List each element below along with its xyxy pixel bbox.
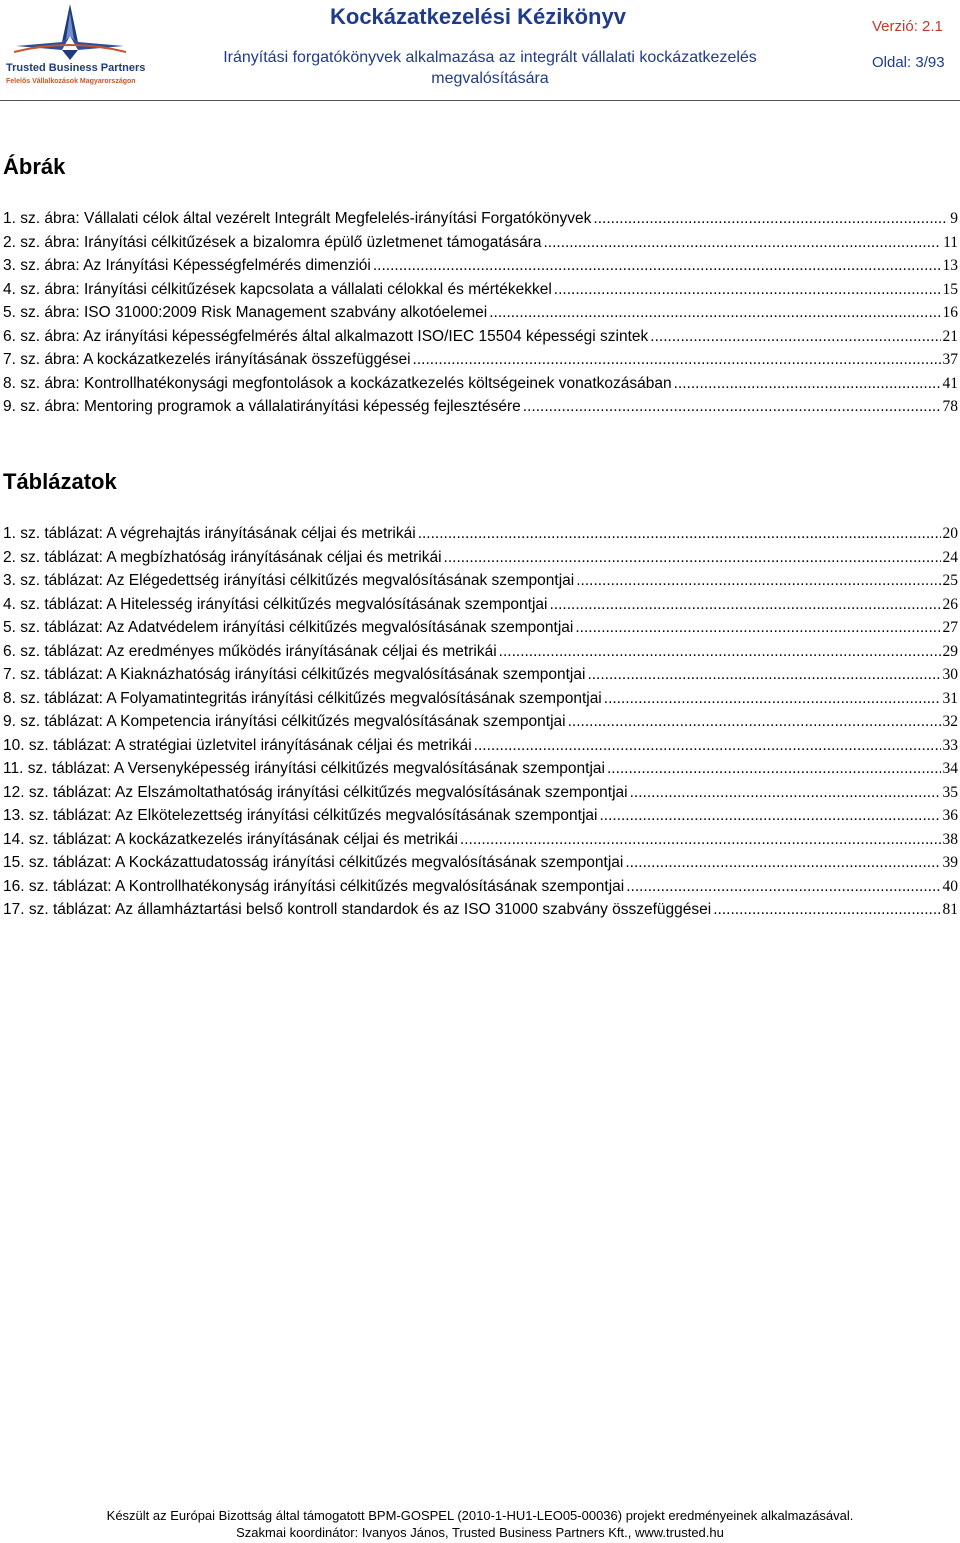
toc-leader-dots	[373, 254, 941, 278]
toc-leader-dots	[576, 569, 940, 593]
toc-entry[interactable]	[3, 640, 958, 664]
toc-entry-page: 39	[942, 854, 958, 871]
toc-entry-label: 14. sz. táblázat: A kockázatkezelés irányításának céljai és metrikái	[3, 830, 458, 848]
toc-leader-dots	[575, 616, 940, 640]
toc-entry-page: 27	[942, 619, 958, 636]
toc-entry-label: 4. sz. táblázat: A Hitelesség irányítási célkitűzés megvalósításának szempontjai	[3, 595, 548, 613]
toc-entry-page: 35	[942, 783, 958, 801]
toc-entry-label: 9. sz. ábra: Mentoring programok a vállalatirányítási képesség fejlesztésére	[3, 398, 521, 415]
toc-leader-dots	[713, 898, 940, 922]
figures-list	[3, 207, 958, 419]
footer-line-1: Készült az Európai Bizottság által támogatott BPM-GOSPEL (2010-1-HU1-LEO05-00036) projekt eredményeinek alkalmazásával.	[106, 1508, 854, 1523]
toc-entry[interactable]	[3, 875, 958, 899]
toc-entry[interactable]	[3, 522, 958, 546]
toc-entry-page: 21	[942, 327, 958, 345]
toc-entry-label: 8. sz. ábra: Kontrollhatékonysági megfontolások a kockázatkezelés költségeinek vonatkozásában	[3, 374, 672, 392]
toc-entry-page: 78	[942, 398, 958, 415]
toc-entry[interactable]	[3, 348, 958, 372]
toc-leader-dots	[568, 710, 941, 734]
toc-entry-label: 5. sz. táblázat: Az Adatvédelem irányítási célkitűzés megvalósításának szempontjai	[3, 619, 574, 636]
toc-entry[interactable]	[3, 569, 958, 593]
toc-entry-page: 16	[942, 304, 958, 321]
toc-entry[interactable]	[3, 207, 958, 231]
toc-entry-page: 37	[942, 351, 958, 368]
toc-entry-page: 33	[942, 736, 958, 754]
toc-leader-dots	[607, 757, 941, 781]
toc-entry-page: 36	[942, 807, 958, 824]
toc-leader-dots	[523, 395, 941, 419]
toc-leader-dots	[444, 546, 941, 570]
toc-entry[interactable]	[3, 898, 958, 922]
toc-entry-label: 15. sz. táblázat: A Kockázattudatosság irányítási célkitűzés megvalósításának szempontjai	[3, 854, 624, 871]
toc-entry[interactable]	[3, 734, 958, 758]
toc-entry[interactable]	[3, 254, 958, 278]
toc-leader-dots	[460, 828, 941, 852]
toc-leader-dots	[674, 372, 941, 396]
figures-heading: Ábrák	[3, 154, 66, 179]
document-title: Kockázatkezelési Kézikönyv	[330, 4, 626, 29]
toc-entry[interactable]	[3, 710, 958, 734]
toc-entry[interactable]	[3, 325, 958, 349]
toc-entry-label: 3. sz. táblázat: Az Elégedettség irányítási célkitűzés megvalósításának szempontjai	[3, 572, 575, 589]
toc-leader-dots	[418, 522, 941, 546]
toc-entry[interactable]	[3, 278, 958, 302]
page-number: Oldal: 3/93	[872, 54, 945, 71]
toc-entry-page: 31	[942, 689, 958, 707]
toc-entry-label: 6. sz. ábra: Az irányítási képességfelmérés által alkalmazott ISO/IEC 15504 képességi szintek	[3, 327, 649, 345]
toc-leader-dots	[543, 231, 941, 255]
toc-leader-dots	[499, 640, 941, 664]
toc-entry-label: 13. sz. táblázat: Az Elkötelezettség irányítási célkitűzés megvalósításának szempontjai	[3, 807, 598, 824]
header-divider	[0, 100, 960, 101]
toc-leader-dots	[599, 804, 940, 828]
toc-entry-label: 10. sz. táblázat: A stratégiai üzletvitel irányításának céljai és metrikái	[3, 736, 472, 754]
toc-entry-label: 7. sz. ábra: A kockázatkezelés irányításának összefüggései	[3, 351, 411, 368]
toc-entry-page: 9	[950, 210, 958, 227]
toc-entry-label: 12. sz. táblázat: Az Elszámoltathatóság irányítási célkitűzés megvalósításának szempontjai	[3, 783, 628, 801]
toc-leader-dots	[413, 348, 941, 372]
toc-entry-label: 6. sz. táblázat: Az eredményes működés irányításának céljai és metrikái	[3, 642, 497, 660]
toc-entry-page: 11	[943, 233, 958, 251]
toc-entry-label: 2. sz. táblázat: A megbízhatóság irányításának céljai és metrikái	[3, 548, 442, 566]
toc-entry[interactable]	[3, 301, 958, 325]
toc-leader-dots	[625, 851, 940, 875]
toc-entry[interactable]	[3, 593, 958, 617]
toc-leader-dots	[550, 593, 941, 617]
toc-entry-page: 40	[942, 877, 958, 895]
toc-entry-label: 5. sz. ábra: ISO 31000:2009 Risk Management szabvány alkotóelemei	[3, 304, 488, 321]
toc-entry[interactable]	[3, 395, 958, 419]
toc-entry-label: 1. sz. táblázat: A végrehajtás irányításának céljai és metrikái	[3, 525, 416, 542]
toc-entry[interactable]	[3, 546, 958, 570]
toc-entry-page: 34	[942, 760, 958, 777]
toc-entry-label: 9. sz. táblázat: A Kompetencia irányítási célkitűzés megvalósításának szempontjai	[3, 713, 566, 730]
logo-subtext: Felelős Vállalkozások Magyarországon	[6, 78, 136, 85]
toc-entry-label: 4. sz. ábra: Irányítási célkitűzések kapcsolata a vállalati célokkal és mértékekkel	[3, 280, 552, 298]
company-logo	[6, 2, 146, 96]
toc-entry-page: 13	[942, 257, 958, 274]
toc-entry-label: 1. sz. ábra: Vállalati célok által vezérelt Integrált Megfelelés-irányítási Forgatókönyvek	[3, 210, 592, 227]
toc-entry-page: 25	[942, 572, 958, 589]
toc-entry[interactable]	[3, 231, 958, 255]
toc-entry-label: 8. sz. táblázat: A Folyamatintegritás irányítási célkitűzés megvalósításának szempontjai	[3, 689, 602, 707]
toc-leader-dots	[587, 663, 940, 687]
toc-leader-dots	[650, 325, 940, 349]
page-header	[0, 0, 960, 102]
toc-entry-page: 15	[942, 280, 958, 298]
toc-entry-page: 30	[942, 666, 958, 683]
toc-entry-page: 41	[942, 374, 958, 392]
toc-entry-page: 29	[942, 642, 958, 660]
tables-heading: Táblázatok	[3, 469, 117, 494]
page-footer	[0, 1507, 960, 1541]
toc-entry-label: 7. sz. táblázat: A Kiaknázhatóság irányítási célkitűzés megvalósításának szempontjai	[3, 666, 586, 683]
footer-line-2: Szakmai koordinátor: Ivanyos János, Trusted Business Partners Kft., www.trusted.hu	[236, 1525, 724, 1540]
toc-entry-page: 32	[942, 713, 958, 730]
toc-entry-label: 3. sz. ábra: Az Irányítási Képességfelmérés dimenziói	[3, 257, 371, 274]
toc-entry[interactable]	[3, 372, 958, 396]
toc-leader-dots	[630, 781, 941, 805]
toc-entry[interactable]	[3, 616, 958, 640]
toc-entry[interactable]	[3, 804, 958, 828]
toc-entry[interactable]	[3, 828, 958, 852]
toc-leader-dots	[474, 734, 941, 758]
toc-entry-label: 16. sz. táblázat: A Kontrollhatékonyság irányítási célkitűzés megvalósításának szempontjai	[3, 877, 625, 895]
toc-entry-page: 38	[942, 830, 958, 848]
toc-entry[interactable]	[3, 663, 958, 687]
toc-entry[interactable]	[3, 757, 958, 781]
toc-leader-dots	[554, 278, 941, 302]
toc-leader-dots	[489, 301, 940, 325]
toc-entry[interactable]	[3, 851, 958, 875]
star-logo-icon	[6, 2, 134, 62]
toc-leader-dots	[604, 687, 941, 711]
toc-entry-page: 20	[942, 525, 958, 542]
toc-entry-page: 26	[942, 595, 958, 613]
toc-entry-page: 81	[942, 901, 958, 918]
toc-entry-page: 24	[942, 548, 958, 566]
version-label: Verzió: 2.1	[872, 18, 943, 35]
toc-entry-label: 17. sz. táblázat: Az államháztartási belső kontroll standardok és az ISO 31000 szabvány összefüggései	[3, 901, 712, 918]
logo-text: Trusted Business Partners	[6, 62, 146, 74]
document-subtitle: Irányítási forgatókönyvek alkalmazása az integrált vállalati kockázatkezelés megvalósítására	[223, 49, 757, 87]
tables-list	[3, 522, 958, 922]
toc-entry-label: 11. sz. táblázat: A Versenyképesség irányítási célkitűzés megvalósításának szempontjai	[3, 760, 605, 777]
toc-leader-dots	[593, 207, 948, 231]
toc-leader-dots	[626, 875, 940, 899]
toc-entry[interactable]	[3, 781, 958, 805]
toc-entry[interactable]	[3, 687, 958, 711]
toc-entry-label: 2. sz. ábra: Irányítási célkitűzések a bizalomra épülő üzletmenet támogatására	[3, 233, 542, 251]
